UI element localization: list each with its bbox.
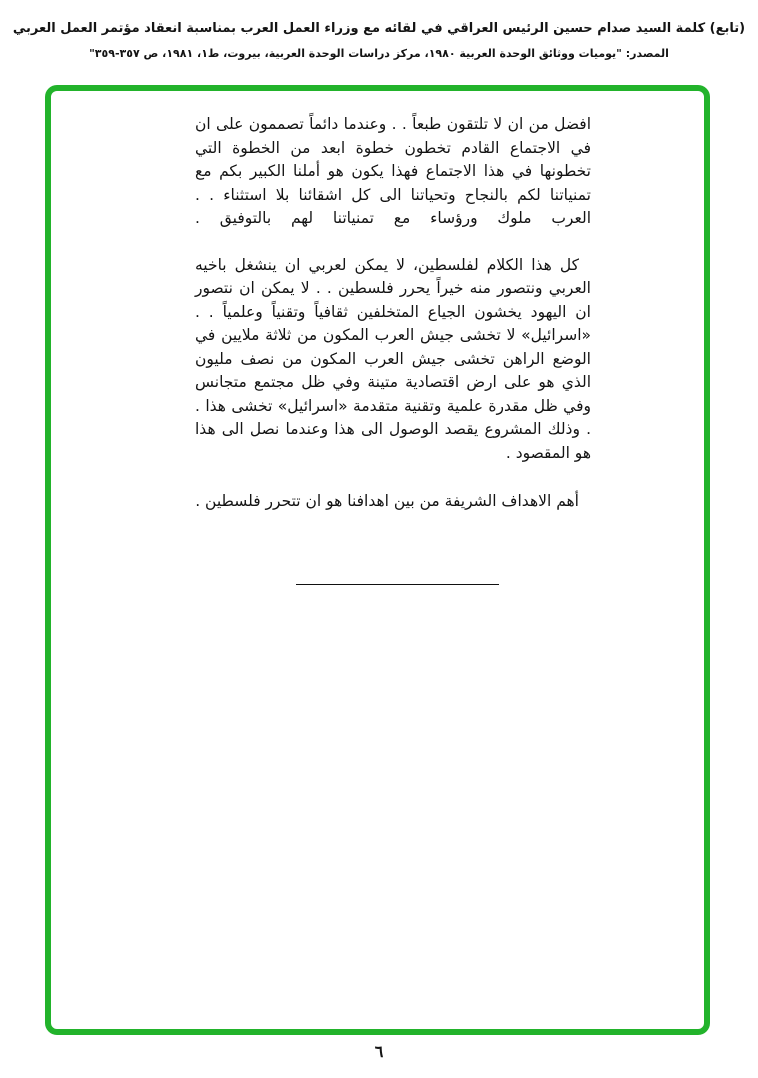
paragraph-palestine: كل هذا الكلام لفلسطين، لا يمكن لعربي ان ينشغل باخيه العربي ونتصور منه خيراً يحرر فلسطين . . لا يمكن ان نتصور ان اليهود يخشون الجياع المتخلفين ثقافياً وتقنياً وعلمياً . . «اسرائيل» لا تخشى جيش العرب المكون من ثلاثة ملايين في الوضع الراهن تخشى جيش العرب المكون من نصف مليون الذي هو على ارض اقتصادية متينة وفي ظل مجتمع متجانس وفي ظل مقدرة علمية وتقنية متقدمة «اسرائيل» تخشى هذا . . وذلك المشروع يقصد الوصول الى هذا وعندما نصل الى هذا هو المقصود .: [195, 255, 591, 462]
header-title: (تابع) كلمة السيد صدام حسين الرئيس العراقي في لقائه مع وزراء العمل العرب بمناسبة انعقاد مؤتمر العمل العربي: [12, 21, 746, 36]
section-divider: [296, 584, 499, 585]
header-source-line: المصدر: "يوميات ووثائق الوحدة العربية ١٩٨٠، مركز دراسات الوحدة العربية، بيروت، ط١، ١٩٨١، ص ٣٥٧-٣٥٩": [89, 47, 669, 60]
paragraph-continued: افضل من ان لا تلتقون طبعاً . . وعندما دائماً تصممون على ان في الاجتماع القادم تخطون خطوة ابعد من الخطوة التي تخطونها في هذا الاجتماع فهذا يكون هو أملنا الكبير بكم مع تمنياتنا لكم بالنجاح وتحياتنا الى كل اشقائنا بلا استثناء . . العرب ملوك ورؤساء مع تمنياتنا لهم بالتوفيق .: [195, 115, 591, 227]
body-text-column: [195, 113, 591, 585]
page-header: [0, 18, 758, 62]
content-frame: [45, 85, 710, 1035]
paragraph-goals: أهم الاهداف الشريفة من بين اهدافنا هو ان تتحرر فلسطين .: [195, 492, 579, 510]
page-number: ٦: [374, 1042, 384, 1061]
